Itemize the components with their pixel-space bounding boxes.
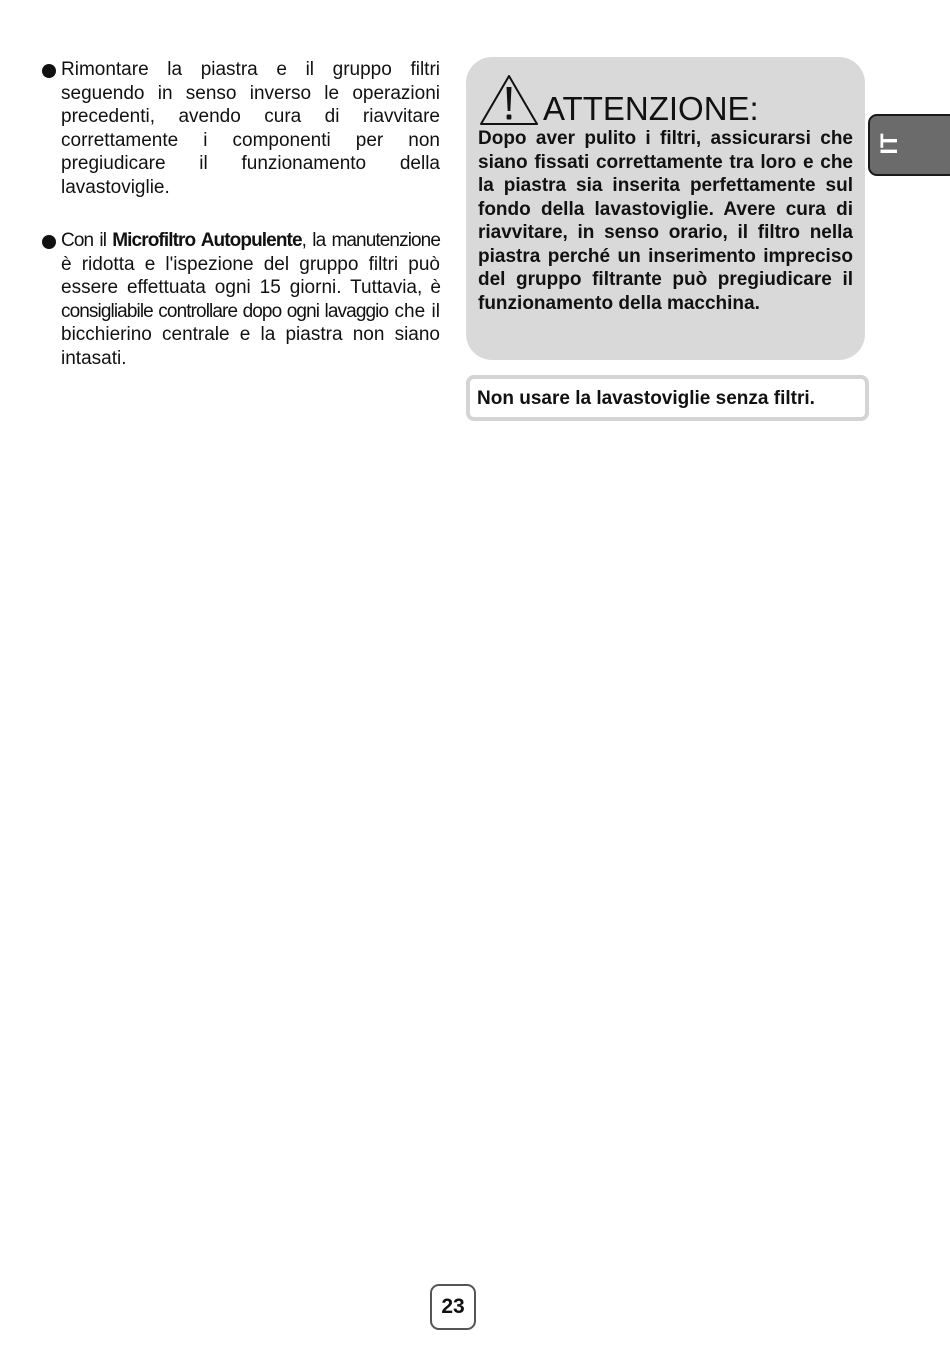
bullet-icon	[42, 64, 56, 78]
bullet-text-after-bold: , la manutenzione	[301, 230, 441, 251]
warning-title: ATTENZIONE:	[543, 90, 759, 127]
warning-text: Dopo aver pulito i filtri, assicurarsi che siano fissati correttamente tra loro e che la piastra sia inserita perfettamente sul fondo della lavastoviglie. Avere cura di riavvitare, in senso orario, il filtro nella piastra perché un inserimento impreciso del gruppo filtrante può pregiudicare il funzionamento della macchina.	[478, 128, 853, 314]
warning-box	[466, 57, 865, 360]
product-name: Microfiltro Autopulente	[112, 230, 302, 251]
note-text: Non usare la lavastoviglie senza filtri.	[477, 388, 815, 409]
list-item	[40, 58, 440, 199]
bullet-text: Rimontare la piastra e il gruppo filtri seguendo in senso inverso le operazioni precedenti, avendo cura di riavvitare correttamente i componenti per non pregiudicare il funzionamento della lavastoviglie.	[61, 59, 440, 198]
warning-triangle-icon	[478, 73, 540, 127]
page-number: 23	[430, 1284, 476, 1330]
language-label: IT	[876, 133, 903, 155]
bullet-text-condensed: è consigliabile controllare dopo ogni lavaggio	[61, 277, 440, 322]
bullet-text-end: che il bicchierino centrale e la piastra non siano intasati.	[61, 300, 440, 369]
note-box	[466, 375, 869, 421]
bullet-text-prefix: Con il	[61, 230, 113, 251]
bullet-text-mid: è ridotta e l'ispezione del gruppo filtri può essere effettuata ogni 15 giorni. Tuttavia,	[61, 253, 440, 298]
bullet-icon	[42, 235, 56, 249]
warning-header	[478, 69, 853, 127]
instructions-column	[40, 58, 440, 370]
list-item	[40, 229, 440, 370]
